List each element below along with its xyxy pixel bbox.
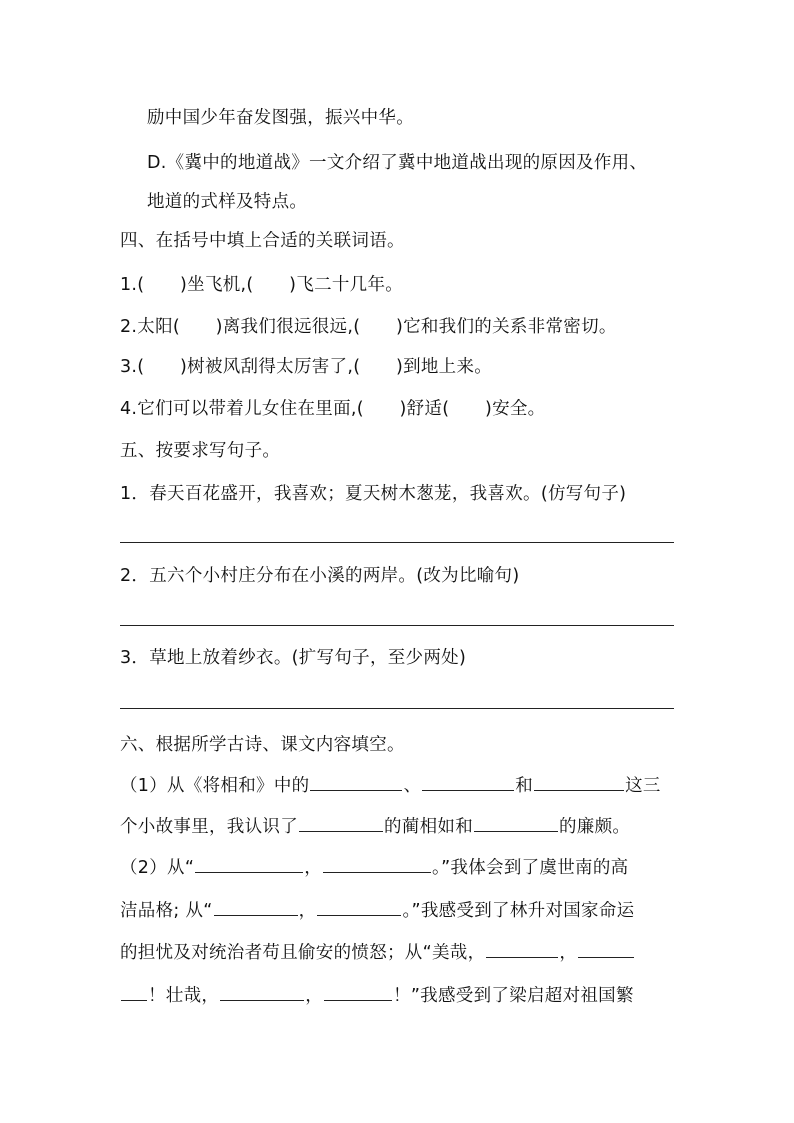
q2-line4-comma: ， — [305, 986, 324, 1006]
fill-blank[interactable] — [317, 897, 401, 916]
answer-line-q1[interactable] — [120, 542, 674, 543]
section6-q2-line4 — [120, 982, 676, 1008]
q2-line3-prefix: 的担忧及对统治者苟且偷安的愤怒；从“美哉， — [120, 943, 486, 963]
fill-blank[interactable] — [310, 772, 402, 791]
fill-blank[interactable] — [121, 982, 147, 1001]
q1-sep1: 、 — [403, 776, 422, 796]
q1-prefix: （1）从《将相和》中的 — [120, 776, 310, 796]
option-d-line1: D.《冀中的地道战》一文介绍了冀中地道战出现的原因及作用、 — [147, 153, 648, 173]
q1-suffix: 这三 — [625, 776, 661, 796]
q2-line2-comma: ， — [298, 901, 317, 921]
section6-q1-line2 — [120, 813, 676, 839]
section4-q1: 1.( )坐飞机,( )飞二十几年。 — [120, 275, 404, 295]
q1-line2-prefix: 个小故事里，我认识了 — [120, 817, 298, 837]
fill-blank[interactable] — [422, 772, 514, 791]
section4-q2: 2.太阳( )离我们很远很远,( )它和我们的关系非常密切。 — [120, 317, 617, 337]
option-c-tail: 励中国少年奋发图强，振兴中华。 — [147, 108, 414, 128]
fill-blank[interactable] — [195, 854, 303, 873]
q2-prefix: （2）从“ — [120, 858, 195, 878]
section5-title: 五、按要求写句子。 — [120, 441, 281, 461]
section6-q2-line2 — [120, 897, 676, 923]
q2-line2-prefix: 洁品格; 从“ — [120, 901, 213, 921]
q2-line4-mid: ！壮哉， — [148, 986, 220, 1006]
fill-blank[interactable] — [534, 772, 624, 791]
section6-q1-line1 — [120, 772, 676, 798]
fill-blank[interactable] — [299, 813, 383, 832]
section6-title: 六、根据所学古诗、课文内容填空。 — [120, 735, 405, 755]
section5-q3: 3．草地上放着纱衣。(扩写句子，至少两处) — [120, 648, 467, 668]
section4-title: 四、在括号中填上合适的关联词语。 — [120, 231, 405, 251]
q2-line2-suffix: 。”我感受到了林升对国家命运 — [402, 901, 635, 921]
q1-sep2: 和 — [515, 776, 534, 796]
fill-blank[interactable] — [220, 982, 304, 1001]
section4-q4: 4.它们可以带着儿女住在里面,( )舒适( )安全。 — [120, 399, 546, 419]
fill-blank[interactable] — [486, 939, 558, 958]
option-d-line2: 地道的式样及特点。 — [147, 192, 308, 212]
answer-line-q3[interactable] — [120, 708, 674, 709]
fill-blank[interactable] — [214, 897, 298, 916]
fill-blank[interactable] — [323, 854, 431, 873]
q2-suffix: 。”我体会到了虞世南的高 — [432, 858, 629, 878]
fill-blank[interactable] — [578, 939, 634, 958]
q2-line3-comma: ， — [559, 943, 578, 963]
q1-line2-mid: 的蔺相如和 — [384, 817, 473, 837]
fill-blank[interactable] — [324, 982, 392, 1001]
section5-q1: 1．春天百花盛开，我喜欢；夏天树木葱茏，我喜欢。(仿写句子) — [120, 484, 627, 504]
q2-comma: ， — [304, 858, 323, 878]
section5-q2: 2．五六个小村庄分布在小溪的两岸。(改为比喻句) — [120, 566, 520, 586]
section4-q3: 3.( )树被风刮得太厉害了,( )到地上来。 — [120, 357, 493, 377]
fill-blank[interactable] — [474, 813, 558, 832]
answer-line-q2[interactable] — [120, 625, 674, 626]
q2-line4-suffix: ！”我感受到了梁启超对祖国繁 — [393, 986, 634, 1006]
section6-q2-line1 — [120, 854, 676, 880]
section6-q2-line3 — [120, 939, 676, 965]
q1-line2-suffix: 的廉颇。 — [559, 817, 631, 837]
